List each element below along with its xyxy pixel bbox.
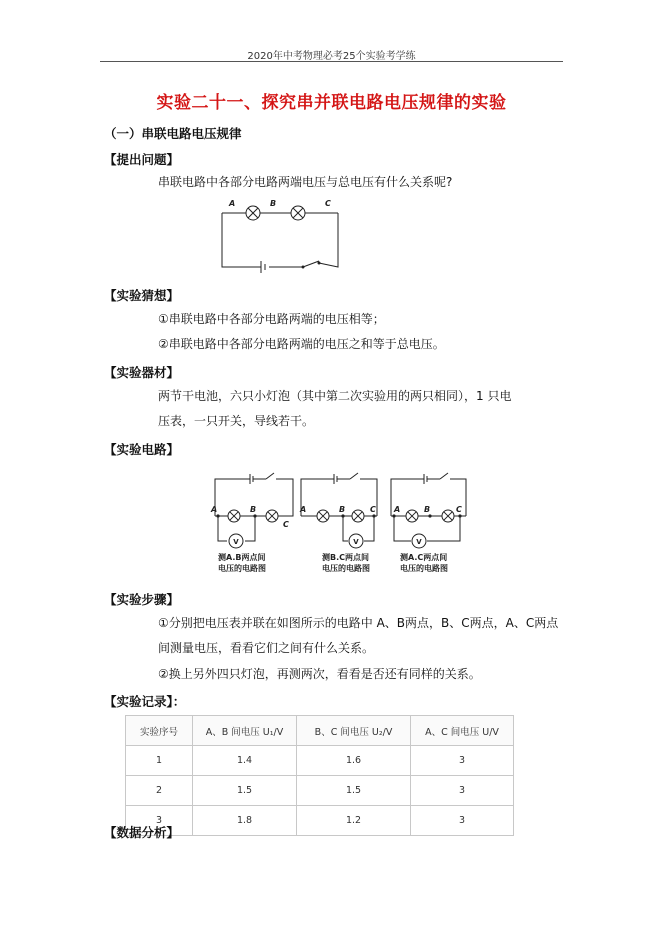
- hypothesis-item-2: ②串联电路中各部分电路两端的电压之和等于总电压。: [158, 337, 445, 351]
- c2-label-c: C: [370, 505, 376, 514]
- label-a: A: [229, 199, 236, 208]
- table-row: [126, 746, 514, 776]
- c2-label-b: B: [339, 505, 346, 514]
- page-header: 2020年中考物理必考25个实验考学练: [247, 51, 416, 62]
- header-cell: 实验序号: [126, 716, 193, 746]
- table-cell: 1.4: [193, 746, 297, 776]
- analysis-label: 【数据分析】: [104, 825, 180, 840]
- problem-label: 【提出问题】: [104, 152, 180, 167]
- steps-line-2: 间测量电压，看看它们之间有什么关系。: [158, 641, 375, 655]
- record-label: 【实验记录】：: [104, 694, 186, 709]
- c1-label-b: B: [250, 505, 257, 514]
- table-cell: 3: [411, 806, 514, 836]
- measurement-circuits-figure: [210, 465, 472, 577]
- equipment-label: 【实验器材】: [104, 365, 180, 380]
- caption-2-line-2: 电压的电路图: [322, 564, 370, 573]
- steps-label: 【实验步骤】: [104, 592, 180, 607]
- series-circuit-diagram: [215, 195, 345, 273]
- caption-3-line-1: 测A.C两点间: [400, 553, 448, 562]
- table-cell: 3: [126, 806, 193, 836]
- hypothesis-item-1: ①串联电路中各部分电路两端的电压相等；: [158, 312, 385, 326]
- equipment-line-2: 压表，一只开关，导线若干。: [158, 414, 315, 428]
- c2-label-a: A: [300, 505, 307, 514]
- voltmeter-2-label: V: [353, 538, 359, 546]
- c1-label-a: A: [211, 505, 218, 514]
- table-cell: 1: [126, 746, 193, 776]
- table-header-row: [126, 716, 514, 746]
- record-table: [125, 715, 514, 836]
- table-row: [126, 776, 514, 806]
- c3-label-c: C: [456, 505, 462, 514]
- label-b: B: [270, 199, 277, 208]
- header-cell: B、C 间电压 U₂/V: [297, 716, 411, 746]
- steps-line-1: ①分别把电压表并联在如图所示的电路中 A、B两点，B、C两点，A、C两点: [158, 616, 559, 630]
- label-c: C: [325, 199, 331, 208]
- table-cell: 1.6: [297, 746, 411, 776]
- steps-line-3: ②换上另外四只灯泡，再测两次，看看是否还有同样的关系。: [158, 667, 481, 681]
- circuit-label: 【实验电路】: [104, 442, 180, 457]
- table-cell: 3: [411, 776, 514, 806]
- voltmeter-1-label: V: [233, 538, 239, 546]
- caption-3-line-2: 电压的电路图: [400, 564, 448, 573]
- header-rule: [100, 61, 563, 62]
- c3-label-b: B: [424, 505, 431, 514]
- header-cell: A、C 间电压 U/V: [411, 716, 514, 746]
- switch-icon: [303, 261, 319, 267]
- table-cell: 2: [126, 776, 193, 806]
- equipment-line-1: 两节干电池，六只小灯泡（其中第二次实验用的两只相同），1 只电: [158, 389, 512, 403]
- c1-label-c: C: [283, 520, 289, 529]
- header-cell: A、B 间电压 U₁/V: [193, 716, 297, 746]
- caption-1-line-1: 测A.B两点间: [218, 553, 266, 562]
- table-cell: 1.8: [193, 806, 297, 836]
- c3-label-a: A: [394, 505, 401, 514]
- table-cell: 1.5: [193, 776, 297, 806]
- page-title: 实验二十一、探究串并联电路电压规律的实验: [156, 93, 507, 113]
- caption-2-line-1: 测B.C两点间: [322, 553, 370, 562]
- problem-text: 串联电路中各部分电路两端电压与总电压有什么关系呢?: [158, 175, 453, 189]
- voltmeter-3-label: V: [416, 538, 422, 546]
- section-heading: （一）串联电路电压规律: [104, 126, 242, 141]
- table-cell: 3: [411, 746, 514, 776]
- caption-1-line-2: 电压的电路图: [218, 564, 266, 573]
- hypothesis-label: 【实验猜想】: [104, 288, 180, 303]
- table-cell: 1.5: [297, 776, 411, 806]
- table-row: [126, 806, 514, 836]
- table-cell: 1.2: [297, 806, 411, 836]
